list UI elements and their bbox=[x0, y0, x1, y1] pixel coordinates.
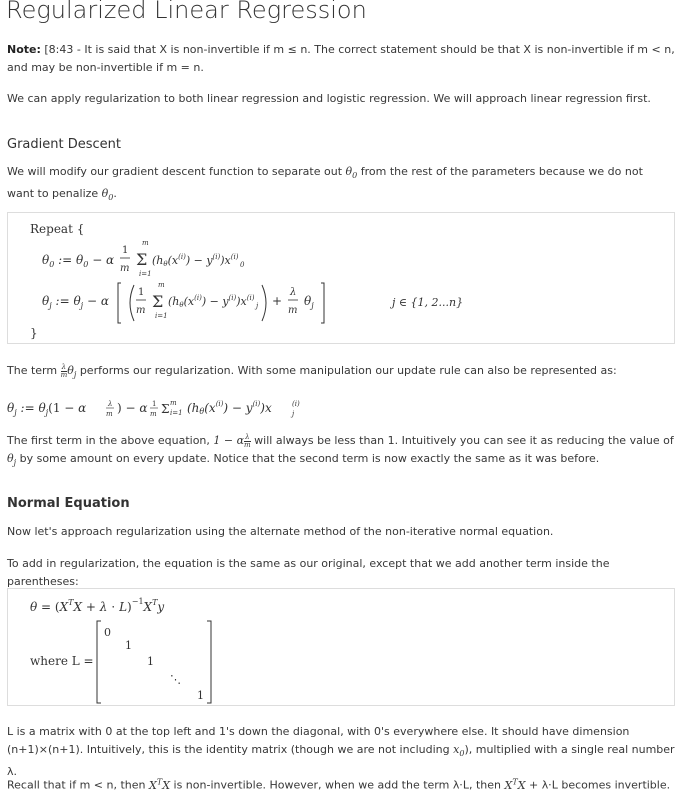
svg-text:(hθ(x(i)) − y(i))x(i): $(h\theta(x^{(i)}) - y^{(i)})x^{(i)}$ bbox=[168, 294, 255, 309]
ne-para3-a: L is a matrix with 0 at the top left and 1's down the diagonal, with 0's everywhere else. It should have dimension (n+1)×(n+1). Intuitively, this is the identity matrix (though we are not including bbox=[7, 725, 630, 756]
matrix-entry-0: 0 bbox=[104, 626, 111, 639]
term-paragraph bbox=[7, 362, 675, 384]
term-b: performs our regularization. With some manipulation our update rule can also be represented as: bbox=[76, 364, 617, 377]
theta0-symbol: $\theta_0$ bbox=[101, 187, 114, 203]
svg-text:i=1: i=1 bbox=[155, 312, 168, 320]
svg-text:0: 0 bbox=[240, 261, 245, 269]
svg-text:m: m bbox=[288, 305, 298, 316]
svg-text:1: 1 bbox=[138, 287, 145, 298]
svg-text:θj := θj − α: $\theta_j$ := $\theta_j - \alpha$ bbox=[42, 294, 109, 310]
ne-para4-a: Recall that if m < n, then bbox=[7, 778, 149, 792]
svg-text:j: j bbox=[256, 302, 259, 310]
thetaj-symbol: $\theta_j$ bbox=[7, 452, 17, 468]
gradient-descent-heading: Gradient Descent bbox=[7, 137, 121, 152]
first-b: will always be less than 1. Intuitively you can see it as reducing the value of bbox=[250, 434, 674, 447]
svg-text:m: m bbox=[106, 410, 113, 418]
gd-paragraph bbox=[7, 163, 667, 207]
matrix-ellipsis: ⋱ bbox=[170, 673, 181, 686]
svg-text:m: m bbox=[120, 263, 130, 274]
matrix-entry-2: 1 bbox=[147, 655, 154, 668]
page-title: Regularized Linear Regression bbox=[6, 0, 367, 24]
gd-para-b: from the rest of the parameters because we do not want to penalize bbox=[7, 165, 643, 201]
first-a: The first term in the above equation, bbox=[7, 434, 214, 447]
svg-text:1: 1 bbox=[122, 245, 129, 256]
normal-equation-box bbox=[7, 588, 675, 706]
theta0-symbol: $\theta_0$ bbox=[345, 165, 358, 181]
lambda-over-m-theta: $\frac{\lambda}{m}$ $\theta_j$ bbox=[60, 362, 77, 380]
matrix-entry-n: 1 bbox=[197, 689, 204, 702]
normal-equation-heading: Normal Equation bbox=[7, 496, 130, 511]
ne-para4-c: + λ⋅L becomes invertible. bbox=[525, 778, 671, 792]
repeat-label: Repeat { bbox=[30, 222, 85, 236]
svg-text:θj: $\theta_j$ bbox=[304, 294, 314, 310]
svg-text:j: j bbox=[292, 410, 295, 418]
svg-text:Σ: Σ bbox=[152, 292, 164, 311]
svg-text:Σ: Σ bbox=[161, 402, 170, 416]
gd-para-c: . bbox=[113, 187, 117, 201]
matrix-entry-1: 1 bbox=[125, 639, 132, 652]
ne-para3-b: ), multiplied with a single real number λ. bbox=[7, 743, 675, 779]
svg-text:m: m bbox=[170, 399, 177, 407]
leq-symbol: ≤ bbox=[287, 43, 297, 56]
ne-paragraph-4 bbox=[7, 773, 675, 795]
svg-text:(i): (i) bbox=[292, 400, 300, 408]
note-text-b: n. The correct statement should be that X is non-invertible if m < n, and may be non-invertible if m = n. bbox=[7, 43, 675, 74]
note-paragraph bbox=[7, 41, 675, 77]
gradient-descent-formula bbox=[8, 213, 674, 343]
svg-text:1: 1 bbox=[152, 400, 157, 408]
one-minus-alpha-lambda: 1 − α $\frac{\lambda}{m}$ bbox=[213, 432, 251, 449]
where-label: where L = bbox=[30, 654, 94, 668]
gd-para-a: We will modify our gradient descent function to separate out bbox=[7, 165, 346, 178]
svg-text:θ = (XTX + λ ⋅ L)−1XTy: $\theta = (X^TX + \lambda \cdot L)^{-1}X^Ty$ bbox=[30, 597, 165, 614]
svg-text:+: + bbox=[272, 294, 283, 308]
normal-equation-formula bbox=[8, 589, 674, 705]
ne-para4-b: is non-invertible. However, when we add the term λ⋅L, then bbox=[170, 778, 505, 792]
ne-paragraph-2: To add in regularization, the equation is the same as our original, except that we add another term inside the parentheses: bbox=[7, 557, 610, 588]
svg-text:λ: λ bbox=[290, 287, 297, 298]
svg-text:(hθ(x(i)) − y(i))x: $(h\theta(x^{(i)}) - y^{(i)})x$ bbox=[187, 400, 272, 416]
x0-symbol: $x_0$ bbox=[453, 743, 465, 759]
svg-text:(hθ(x(i)) − y(i))x(i): $(h\theta(x^{(i)}) - y^{(i)})x^{(i)}$ bbox=[152, 253, 239, 268]
svg-text:i=1: i=1 bbox=[170, 409, 183, 417]
index-condition: j ∈ {1, 2...n} bbox=[392, 296, 464, 309]
svg-text:λ: λ bbox=[108, 400, 113, 408]
intro-paragraph: We can apply regularization to both linear regression and logistic regression. We will approach linear regression first. bbox=[7, 92, 651, 105]
note-text-a: [8:43 - It is said that X is non-invertible if m bbox=[40, 43, 288, 56]
xtx-symbol: $X^TX$ bbox=[504, 777, 526, 792]
svg-text:m: m bbox=[150, 410, 157, 418]
svg-text:θ0 := θ0 − α: $\theta_0$ := $\theta_0 - \alpha$ bbox=[42, 253, 115, 269]
repeat-close: } bbox=[30, 326, 38, 340]
svg-text:m: m bbox=[158, 281, 165, 289]
first-c: by some amount on every update. Notice that the second term is now exactly the same as it was before. bbox=[16, 452, 600, 465]
svg-text:) − α: ) − α bbox=[117, 401, 148, 415]
svg-text:m: m bbox=[142, 239, 149, 247]
ne-paragraph-1: Now let's approach regularization using the alternate method of the non-iterative normal equation. bbox=[7, 525, 554, 538]
svg-text:θj := θj(1 − α: $\theta_j$ := $\theta_j(1 - \alpha$ bbox=[7, 401, 87, 417]
term-a: The term bbox=[7, 364, 61, 377]
svg-text:i=1: i=1 bbox=[139, 270, 152, 278]
svg-text:Σ: Σ bbox=[136, 250, 148, 269]
alternate-update-rule bbox=[5, 394, 335, 420]
svg-text:m: m bbox=[136, 305, 146, 316]
gradient-descent-box bbox=[7, 212, 675, 344]
xtx-symbol: $X^TX$ bbox=[149, 777, 171, 792]
note-label: Note: bbox=[7, 43, 41, 56]
first-term-paragraph bbox=[7, 432, 675, 472]
